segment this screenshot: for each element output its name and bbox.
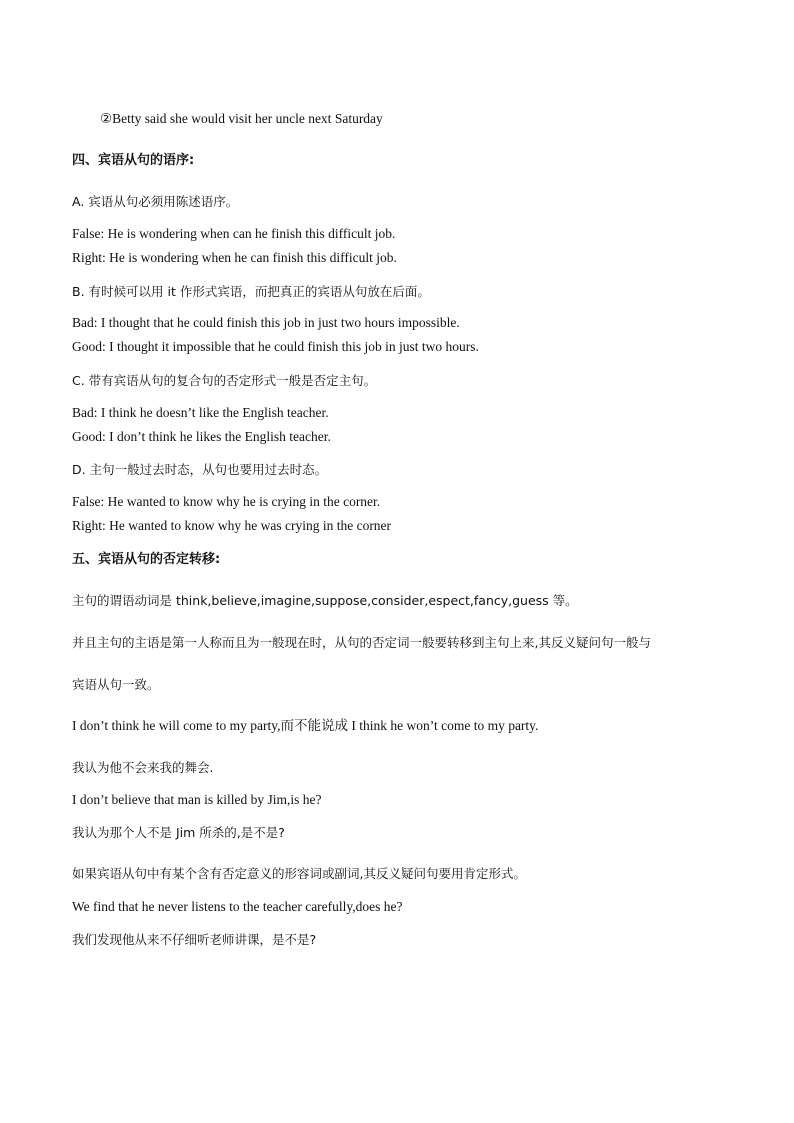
example-right-d: Right: He wanted to know why he was crying in the corner	[72, 518, 392, 533]
example-bad-c: Bad: I think he doesn’t like the English teacher.	[72, 405, 329, 420]
example-party: I don’t think he will come to my party,而不能说成 I think he won’t come to my party.	[72, 718, 539, 733]
example-false-a: False: He is wondering when can he finish this difficult job.	[72, 226, 396, 241]
rule-negative-adverb: 如果宾语从句中有某个含有否定意义的形容词或副词,其反义疑问句要用肯定形式。	[72, 866, 526, 881]
example-right-a: Right: He is wondering when he can finish this difficult job.	[72, 250, 397, 265]
example-sentence-2: ②Betty said she would visit her uncle next Saturday	[100, 111, 383, 126]
paragraph-verbs: 主句的谓语动词是 think,believe,imagine,suppose,consider,espect,fancy,guess 等。	[72, 593, 578, 608]
translation-party: 我认为他不会来我的舞会.	[72, 760, 214, 775]
example-teacher: We find that he never listens to the teacher carefully,does he?	[72, 899, 403, 914]
example-bad-b: Bad: I thought that he could finish this job in just two hours impossible.	[72, 315, 460, 330]
example-false-d: False: He wanted to know why he is crying in the corner.	[72, 494, 381, 509]
rule-a: A. 宾语从句必须用陈述语序。	[72, 194, 239, 209]
example-good-b: Good: I thought it impossible that he could finish this job in just two hours.	[72, 339, 479, 354]
translation-jim: 我认为那个人不是 Jim 所杀的,是不是?	[72, 825, 285, 840]
translation-teacher: 我们发现他从来不仔细听老师讲课，是不是?	[72, 932, 317, 947]
example-good-c: Good: I don’t think he likes the English teacher.	[72, 429, 331, 444]
section-heading-4: 四、宾语从句的语序:	[72, 153, 195, 168]
paragraph-rule-line-2: 宾语从句一致。	[72, 677, 160, 692]
rule-d: D. 主句一般过去时态，从句也要用过去时态。	[72, 462, 328, 477]
example-jim: I don’t believe that man is killed by Jim,is he?	[72, 792, 322, 807]
section-heading-5: 五、宾语从句的否定转移:	[72, 552, 221, 567]
rule-b: B. 有时候可以用 it 作形式宾语，而把真正的宾语从句放在后面。	[72, 284, 430, 299]
paragraph-rule-line-1: 并且主句的主语是第一人称而且为一般现在时，从句的否定词一般要转移到主句上来,其反义疑问句一般与	[72, 635, 651, 650]
rule-c: C. 带有宾语从句的复合句的否定形式一般是否定主句。	[72, 373, 377, 388]
